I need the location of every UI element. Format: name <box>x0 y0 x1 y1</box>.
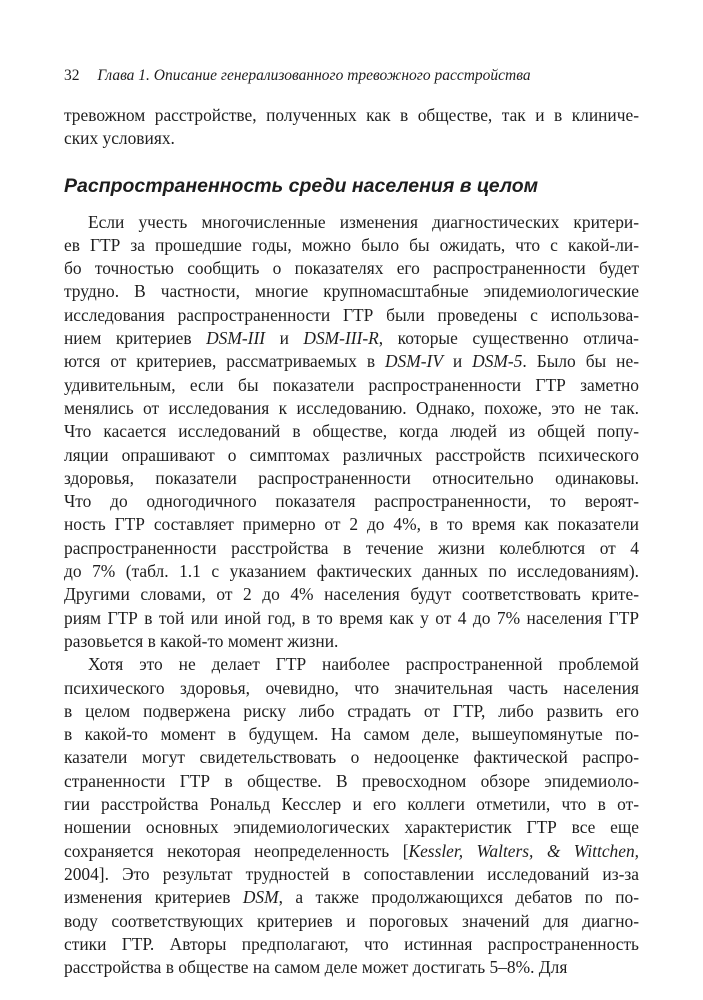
text-line: распространенности расстройства в течение жизни колеблются от 4 <box>64 537 639 558</box>
text-line: ются от критериев, рассматриваемых в DSM-IV и DSM-5. Было бы не- <box>64 351 639 372</box>
text-line: Что до одногодичного показателя распространенности, то вероят- <box>64 491 639 512</box>
text-line: разовьется в какой-то момент жизни. <box>64 630 339 651</box>
text-line: психического здоровья, очевидно, что значительная часть населения <box>64 677 639 698</box>
text-line: нием критериев DSM-III и DSM-III-R, которые существенно отлича- <box>64 328 639 349</box>
section-heading: Распространенность среди населения в целом <box>64 174 539 197</box>
paragraph-1 <box>64 211 639 654</box>
page-number: 32 <box>64 67 80 84</box>
text-line: 2004]. Это результат трудностей в сопоставлении исследований из-за <box>64 863 639 884</box>
intro-paragraph <box>64 104 639 151</box>
text-line: воду соответствующих критериев и пороговых значений для диагно- <box>64 910 639 931</box>
text-line: трудно. В частности, многие крупномасштабные эпидемиологические <box>64 281 639 302</box>
text-line: сохраняется некоторая неопределенность [Kessler, Walters, & Wittchen, <box>64 840 639 861</box>
text-line: ность ГТР составляет примерно от 2 до 4%, в то время как показатели <box>64 514 639 535</box>
text-line: в целом подвержена риску либо страдать от ГТР, либо развить его <box>64 700 639 721</box>
text-line: Если учесть многочисленные изменения диагностических критери- <box>88 211 639 232</box>
text-line: Другими словами, от 2 до 4% населения будут соответствовать крите- <box>64 584 639 605</box>
text-line: здоровья, показатели распространенности относительно одинаковы. <box>64 467 639 488</box>
text-line: стики ГТР. Авторы предполагают, что истинная распространенность <box>64 933 639 954</box>
text-line: Хотя это не делает ГТР наиболее распространенной проблемой <box>88 654 639 675</box>
text-line: Что касается исследований в обществе, когда людей из общей попу- <box>64 421 639 442</box>
text-line: страненности ГТР в обществе. В превосходном обзоре эпидемиоло- <box>64 770 639 791</box>
text-line: риям ГТР в той или иной год, в то время как у от 4 до 7% населения ГТР <box>64 607 639 628</box>
text-line: тревожном расстройстве, полученных как в обществе, так и в клиниче- <box>64 105 639 125</box>
text-line: ев ГТР за прошедшие годы, можно было бы ожидать, что с какой-ли- <box>64 234 639 255</box>
text-line: расстройства в обществе на самом деле может достигать 5–8%. Для <box>64 957 568 978</box>
text-line: менялись от исследования к исследованию. Однако, похоже, это не так. <box>64 397 639 418</box>
text-line: до 7% (табл. 1.1 с указанием фактических данных по исследованиям). <box>64 561 639 582</box>
chapter-title: Глава 1. Описание генерализованного тревожного расстройства <box>97 67 531 84</box>
text-line: ских условиях. <box>64 128 175 149</box>
running-head <box>64 66 644 86</box>
text-line: ношении основных эпидемиологических характеристик ГТР все еще <box>64 817 639 838</box>
text-line: удивительным, если бы показатели распространенности ГТР заметно <box>64 374 639 395</box>
text-line: в какой-то момент в будущем. На самом деле, вышеупомянутые по- <box>64 724 639 745</box>
text-line: бо точностью сообщить о показателях его распространенности будет <box>64 258 639 279</box>
body-text <box>64 104 639 979</box>
text-line: ляции опрашивают о симптомах различных расстройств психического <box>64 444 639 465</box>
text-line: казатели могут свидетельствовать о недооценке фактической распро- <box>64 747 639 768</box>
text-line: исследования распространенности ГТР были проведены с использова- <box>64 304 639 325</box>
text-line: изменения критериев DSM, а также продолжающихся дебатов по по- <box>64 887 639 908</box>
text-line: гии расстройства Рональд Кесслер и его коллеги отметили, что в от- <box>64 794 639 815</box>
paragraph-2 <box>64 653 639 979</box>
